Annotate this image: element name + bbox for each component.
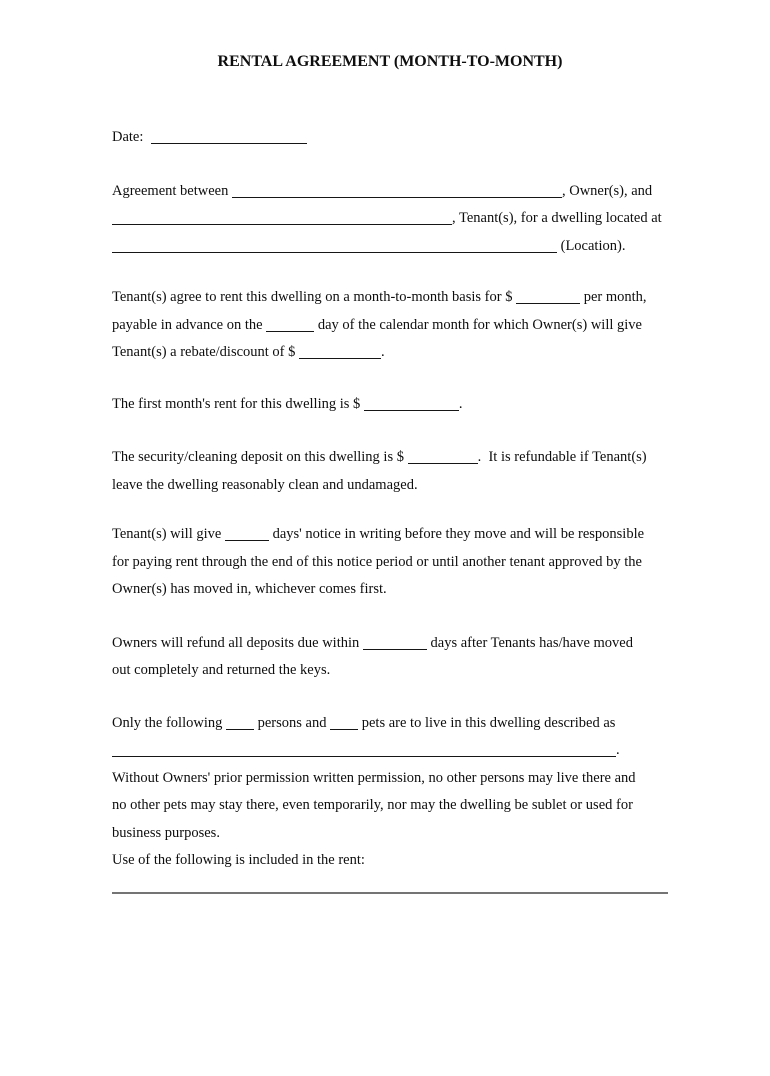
text-segment: Tenant(s) agree to rent this dwelling on a month-to-month basis for $ [112, 289, 517, 305]
text-line [112, 472, 668, 500]
fill-in-blank [112, 744, 616, 757]
text-line [112, 549, 668, 577]
text-segment: out completely and returned the keys. [112, 662, 331, 678]
text-segment: . [616, 742, 620, 758]
fill-in-blank [226, 717, 254, 730]
text-line [112, 630, 668, 658]
fill-in-line [112, 892, 668, 894]
text-line [112, 233, 668, 261]
text-line [112, 521, 668, 549]
fill-in-blank [225, 528, 269, 541]
fill-in-blank [408, 451, 478, 464]
text-line [112, 765, 668, 793]
text-segment: Tenant(s) a rebate/discount of $ [112, 344, 300, 360]
text-segment: no other pets may stay there, even temporarily, nor may the dwelling be sublet or used for [112, 797, 633, 813]
fill-in-blank [112, 212, 452, 225]
text-line [112, 576, 668, 604]
fill-in-blank [266, 319, 314, 332]
text-segment: Only the following [112, 714, 226, 731]
text-segment: (Location). [557, 237, 626, 254]
fill-in-blank [151, 131, 307, 144]
text-line [112, 178, 668, 206]
text-segment: Use of the following is included in the rent: [112, 852, 365, 868]
text-segment: days after Tenants has/have moved [426, 634, 633, 651]
fill-in-blank [112, 240, 557, 253]
document-body [112, 124, 668, 875]
text-line [112, 792, 668, 820]
text-line [112, 339, 668, 367]
text-segment: Agreement between [112, 182, 232, 199]
fill-in-blank [516, 291, 580, 304]
text-line [112, 737, 668, 765]
fill-in-blank [363, 637, 427, 650]
text-segment: business purposes. [112, 824, 220, 841]
text-segment: . [458, 395, 463, 412]
text-segment: Owner(s) has moved in, whichever comes first. [112, 581, 387, 597]
text-segment: payable in advance on the [112, 316, 267, 333]
text-segment: day of the calendar month for which Owner(s) will give [314, 316, 642, 333]
text-segment: . [381, 344, 385, 360]
text-segment: persons and [253, 714, 331, 731]
text-segment: The security/cleaning deposit on this dwelling is $ [112, 449, 408, 465]
text-segment: per month, [580, 289, 647, 305]
text-segment: The first month's rent for this dwelling is $ [112, 395, 364, 412]
text-segment: leave the dwelling reasonably clean and undamaged. [112, 476, 418, 493]
paragraph-parties [112, 178, 668, 261]
text-segment: Tenant(s) will give [112, 526, 225, 542]
paragraph-first-month-rent [112, 391, 668, 419]
paragraph-rent-terms [112, 284, 668, 367]
fill-in-blank [330, 717, 358, 730]
paragraph-notice [112, 521, 668, 604]
paragraph-deposit-refund [112, 630, 668, 685]
text-line [112, 710, 668, 738]
text-segment: Owners will refund all deposits due within [112, 634, 363, 651]
text-line [112, 657, 668, 685]
text-segment: Without Owners' prior permission written permission, no other persons may live there and [112, 769, 636, 786]
text-segment: for paying rent through the end of this notice period or until another tenant approved by the [112, 553, 642, 570]
fill-in-blank [232, 185, 562, 198]
text-segment: . It is refundable if Tenant(s) [477, 449, 647, 465]
text-segment: days' notice in writing before they move and will be responsible [268, 526, 645, 542]
paragraph-date [112, 124, 668, 152]
text-line [112, 205, 668, 233]
fill-in-blank [299, 346, 381, 359]
text-segment: , Tenant(s), for a dwelling located at [452, 210, 662, 226]
text-line [112, 124, 668, 152]
text-line [112, 284, 668, 312]
text-line [112, 391, 668, 419]
paragraph-included-in-rent [112, 847, 668, 875]
text-segment: pets are to live in this dwelling described as [358, 714, 616, 731]
paragraph-security-deposit [112, 444, 668, 499]
text-line [112, 820, 668, 848]
text-segment: , Owner(s), and [561, 182, 653, 199]
text-line [112, 312, 668, 340]
text-segment: Date: [112, 129, 151, 145]
text-line [112, 444, 668, 472]
paragraph-no-sublet [112, 765, 668, 848]
fill-in-blank [364, 398, 459, 411]
paragraph-occupancy [112, 710, 668, 765]
text-line [112, 847, 668, 875]
document-title: RENTAL AGREEMENT (MONTH-TO-MONTH) [217, 53, 563, 70]
document-page [112, 52, 668, 894]
